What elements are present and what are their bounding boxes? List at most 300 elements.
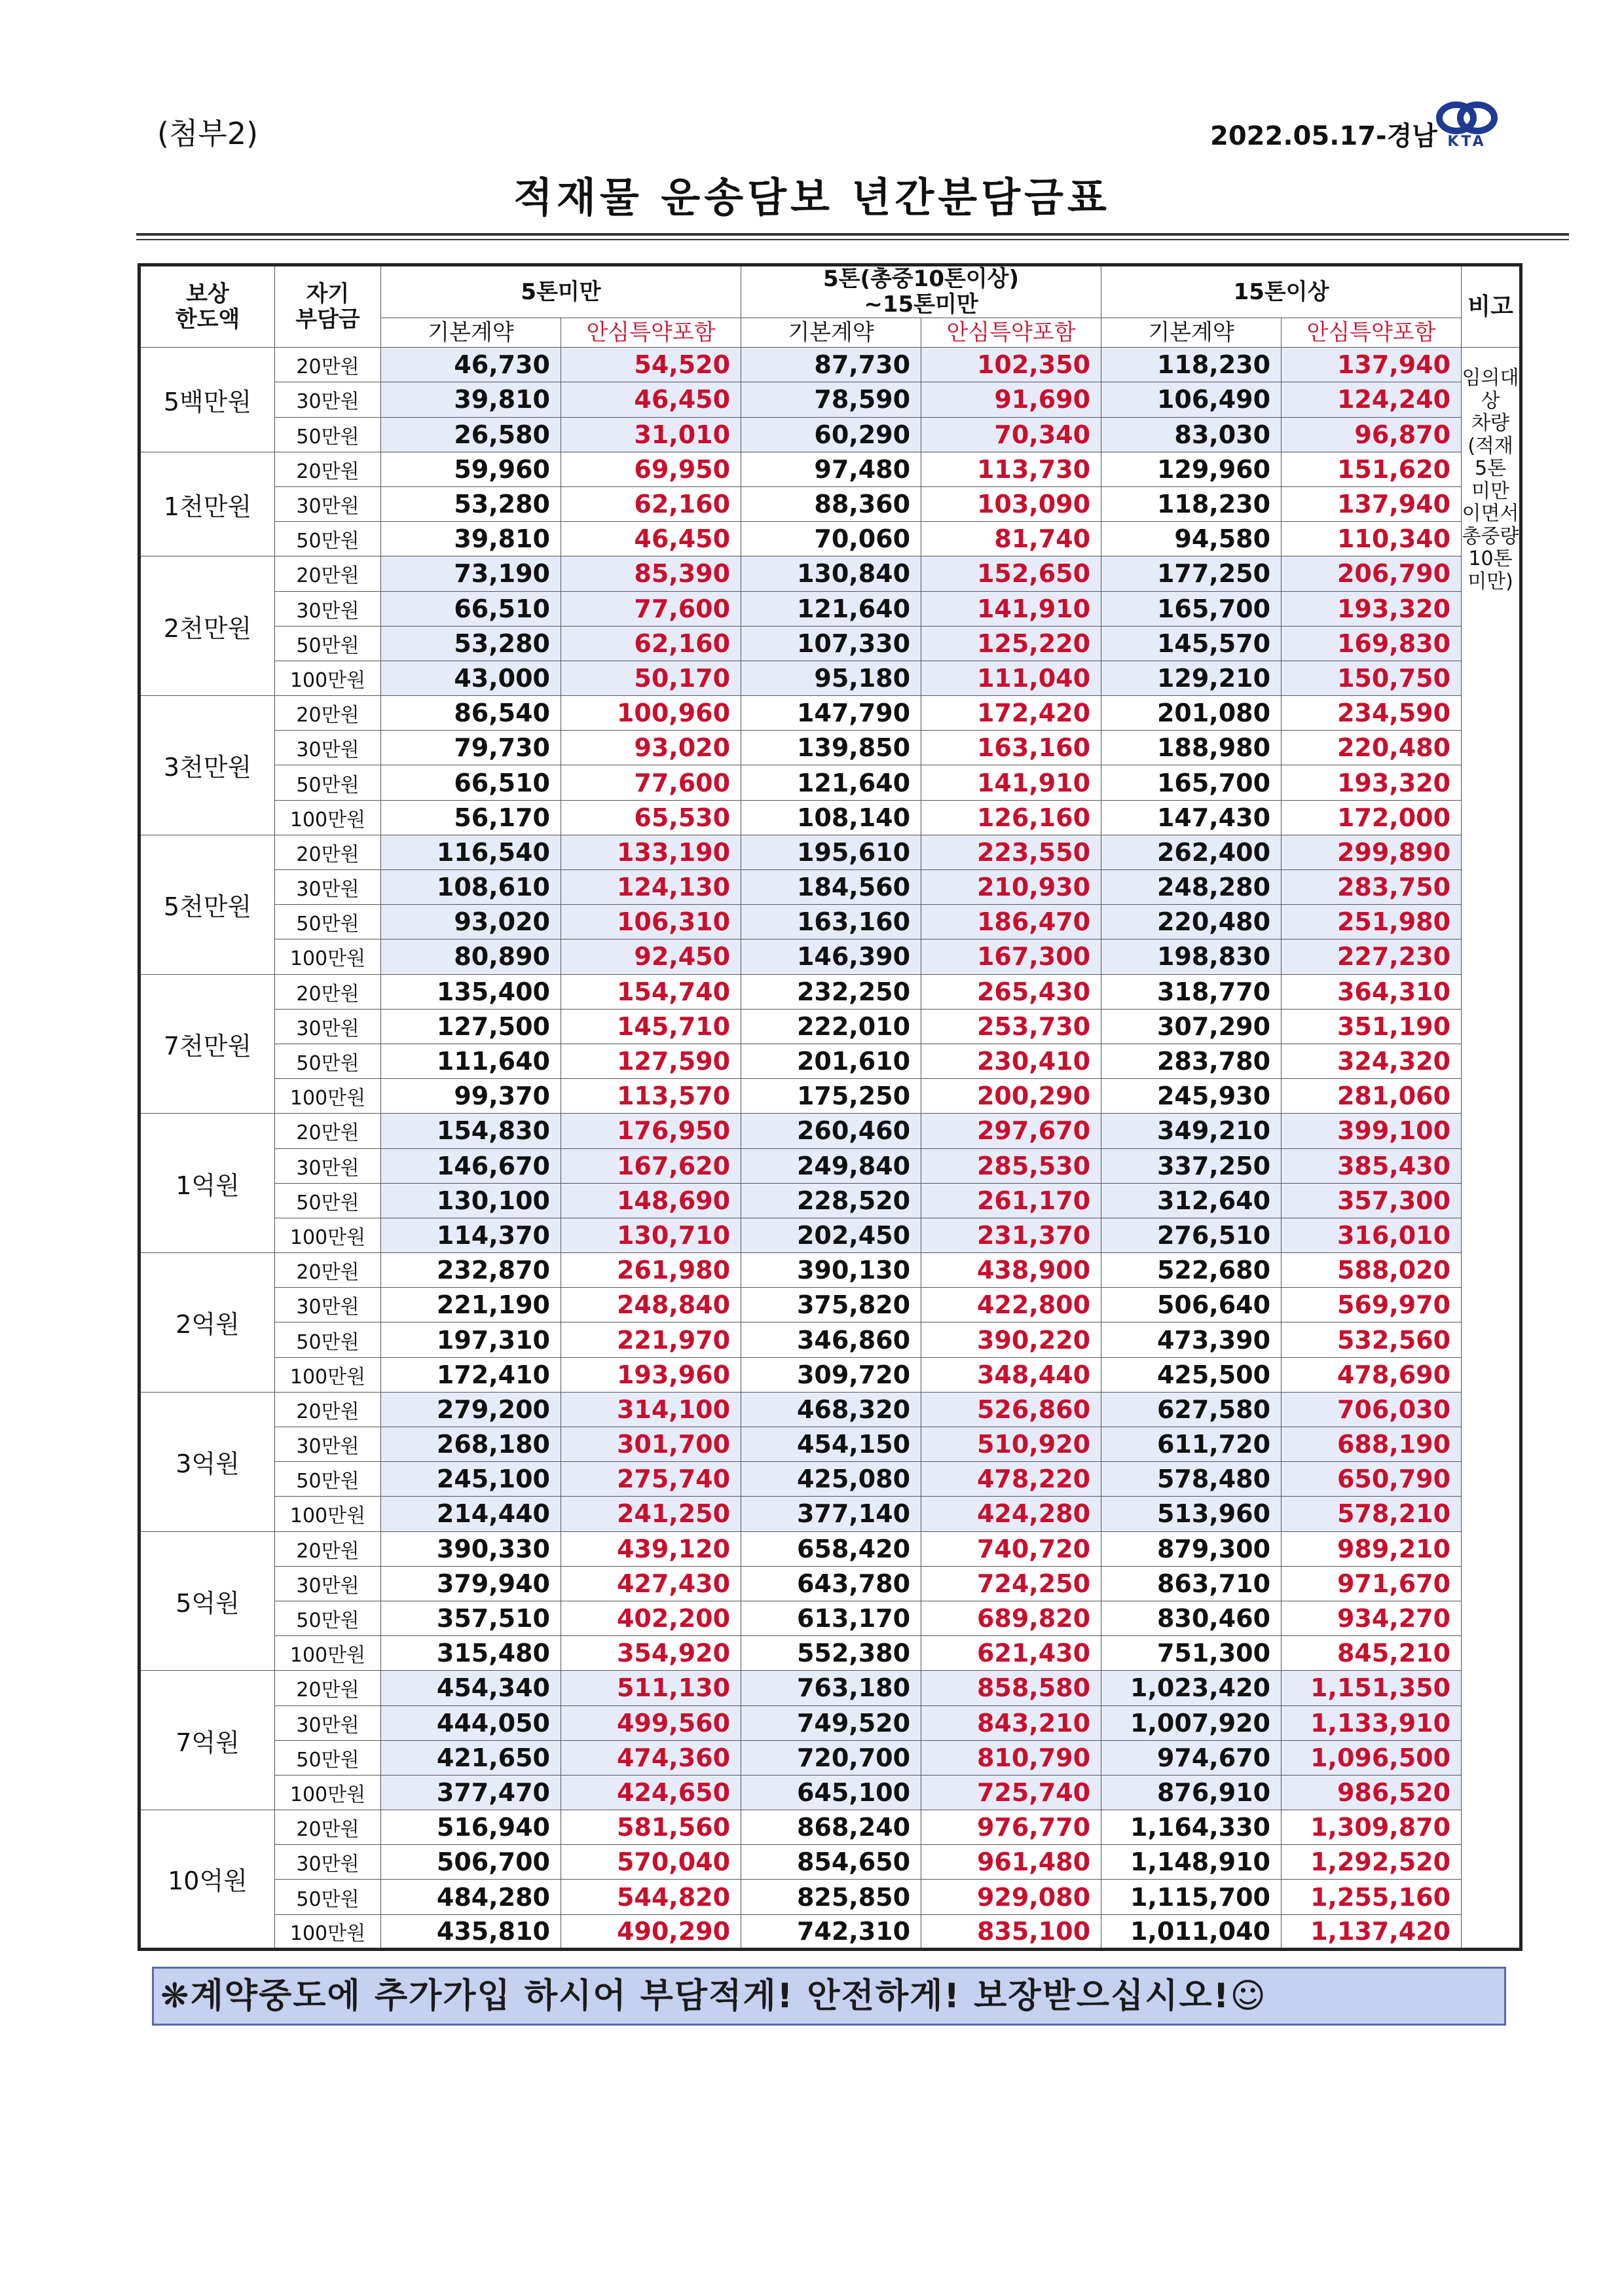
premium-special-cell: 176,950 — [561, 1114, 741, 1148]
premium-basic-cell: 268,180 — [381, 1427, 561, 1462]
premium-basic-cell: 1,148,910 — [1101, 1845, 1282, 1880]
premium-basic-cell: 139,850 — [741, 731, 921, 765]
premium-basic-cell: 879,300 — [1101, 1531, 1282, 1566]
premium-basic-cell: 484,280 — [381, 1880, 561, 1914]
premium-basic-cell: 245,100 — [381, 1462, 561, 1497]
premium-special-cell: 314,100 — [561, 1392, 741, 1427]
premium-basic-cell: 613,170 — [741, 1601, 921, 1635]
premium-basic-cell: 349,210 — [1101, 1114, 1282, 1148]
premium-basic-cell: 379,940 — [381, 1566, 561, 1601]
premium-basic-cell: 95,180 — [741, 661, 921, 695]
deductible-cell: 100만원 — [275, 1636, 381, 1671]
premium-special-cell: 581,560 — [561, 1810, 741, 1845]
premium-basic-cell: 53,280 — [381, 626, 561, 661]
premium-basic-cell: 522,680 — [1101, 1253, 1282, 1288]
premium-basic-cell: 111,640 — [381, 1044, 561, 1078]
premium-special-cell: 621,430 — [921, 1636, 1101, 1671]
deductible-cell: 20만원 — [275, 452, 381, 486]
premium-basic-cell: 279,200 — [381, 1392, 561, 1427]
premium-basic-cell: 830,460 — [1101, 1601, 1282, 1635]
premium-basic-cell: 643,780 — [741, 1566, 921, 1601]
premium-basic-cell: 506,700 — [381, 1845, 561, 1880]
premium-special-cell: 297,670 — [921, 1114, 1101, 1148]
premium-basic-cell: 60,290 — [741, 417, 921, 452]
premium-special-cell: 478,220 — [921, 1462, 1101, 1497]
coverage-limit-cell: 5천만원 — [139, 835, 275, 974]
premium-basic-cell: 88,360 — [741, 486, 921, 521]
premium-special-cell: 227,230 — [1282, 939, 1462, 974]
table-row — [139, 382, 1521, 417]
premium-special-cell: 810,790 — [921, 1740, 1101, 1775]
premium-special-cell: 231,370 — [921, 1218, 1101, 1252]
premium-basic-cell: 66,510 — [381, 591, 561, 626]
premium-special-cell: 110,340 — [1282, 522, 1462, 556]
table-row — [139, 1601, 1521, 1635]
premium-special-cell: 474,360 — [561, 1740, 741, 1775]
deductible-cell: 30만원 — [275, 486, 381, 521]
header-group-over-15t-text: 15톤이상 — [1233, 278, 1329, 305]
table-row — [139, 486, 1521, 521]
premium-special-cell: 77,600 — [561, 591, 741, 626]
deductible-cell: 50만원 — [275, 417, 381, 452]
kta-logo-text: KTA — [1447, 134, 1486, 150]
premium-basic-cell: 751,300 — [1101, 1636, 1282, 1671]
coverage-limit-cell: 2억원 — [139, 1253, 275, 1393]
deductible-cell: 20만원 — [275, 1114, 381, 1148]
premium-special-cell: 54,520 — [561, 348, 741, 382]
premium-special-cell: 438,900 — [921, 1253, 1101, 1288]
premium-special-cell: 163,160 — [921, 731, 1101, 765]
deductible-cell: 100만원 — [275, 939, 381, 974]
premium-special-cell: 324,320 — [1282, 1044, 1462, 1078]
premium-special-cell: 77,600 — [561, 765, 741, 800]
premium-basic-cell: 863,710 — [1101, 1566, 1282, 1601]
table-row — [139, 522, 1521, 556]
table-row — [139, 1880, 1521, 1914]
deductible-cell: 20만원 — [275, 1810, 381, 1845]
coverage-limit-cell: 7억원 — [139, 1671, 275, 1810]
premium-special-cell: 399,100 — [1282, 1114, 1462, 1148]
premium-special-cell: 588,020 — [1282, 1253, 1462, 1288]
premium-basic-cell: 106,490 — [1101, 382, 1282, 417]
premium-basic-cell: 108,610 — [381, 870, 561, 905]
premium-special-cell: 845,210 — [1282, 1636, 1462, 1671]
premium-special-cell: 478,690 — [1282, 1357, 1462, 1392]
premium-basic-cell: 974,670 — [1101, 1740, 1282, 1775]
premium-basic-cell: 114,370 — [381, 1218, 561, 1252]
premium-special-cell: 124,130 — [561, 870, 741, 905]
premium-special-cell: 113,570 — [561, 1079, 741, 1114]
page-title: 적재물 운송담보 년간분담금표 — [513, 173, 1111, 221]
note-cell — [1462, 348, 1521, 1950]
premium-special-cell: 124,240 — [1282, 382, 1462, 417]
premium-basic-cell: 79,730 — [381, 731, 561, 765]
premium-special-cell: 167,300 — [921, 939, 1101, 974]
premium-special-cell: 510,920 — [921, 1427, 1101, 1462]
premium-special-cell: 125,220 — [921, 626, 1101, 661]
premium-basic-cell: 130,100 — [381, 1183, 561, 1218]
premium-basic-cell: 248,280 — [1101, 870, 1282, 905]
premium-special-cell: 1,292,520 — [1282, 1845, 1462, 1880]
premium-basic-cell: 578,480 — [1101, 1462, 1282, 1497]
table-row — [139, 1427, 1521, 1462]
table-row — [139, 1044, 1521, 1078]
premium-special-cell: 725,740 — [921, 1775, 1101, 1810]
table-row — [139, 1392, 1521, 1427]
premium-basic-cell: 506,640 — [1101, 1288, 1282, 1322]
premium-special-cell: 234,590 — [1282, 696, 1462, 731]
premium-special-cell: 971,670 — [1282, 1566, 1462, 1601]
premium-basic-cell: 249,840 — [741, 1148, 921, 1183]
premium-basic-cell: 318,770 — [1101, 974, 1282, 1009]
premium-special-cell: 706,030 — [1282, 1392, 1462, 1427]
premium-special-cell: 357,300 — [1282, 1183, 1462, 1218]
premium-special-cell: 532,560 — [1282, 1322, 1462, 1357]
premium-special-cell: 858,580 — [921, 1671, 1101, 1705]
deductible-cell: 50만원 — [275, 626, 381, 661]
premium-basic-cell: 116,540 — [381, 835, 561, 869]
premium-basic-cell: 1,115,700 — [1101, 1880, 1282, 1914]
deductible-cell: 30만원 — [275, 1009, 381, 1044]
premium-special-cell: 499,560 — [561, 1705, 741, 1740]
table-row — [139, 591, 1521, 626]
premium-special-cell: 251,980 — [1282, 905, 1462, 939]
premium-basic-cell: 444,050 — [381, 1705, 561, 1740]
deductible-cell: 100만원 — [275, 800, 381, 835]
premium-basic-cell: 228,520 — [741, 1183, 921, 1218]
premium-special-cell: 261,170 — [921, 1183, 1101, 1218]
premium-basic-cell: 39,810 — [381, 382, 561, 417]
premium-special-cell: 724,250 — [921, 1566, 1101, 1601]
deductible-cell: 20만원 — [275, 696, 381, 731]
premium-basic-cell: 1,023,420 — [1101, 1671, 1282, 1705]
document-date: 2022.05.17-경남 — [1210, 121, 1437, 151]
header-group-under-5t-text: 5톤미만 — [521, 278, 601, 305]
premium-basic-cell: 245,930 — [1101, 1079, 1282, 1114]
premium-basic-cell: 1,007,920 — [1101, 1705, 1282, 1740]
premium-basic-cell: 375,820 — [741, 1288, 921, 1322]
premium-special-cell: 265,430 — [921, 974, 1101, 1009]
premium-special-cell: 137,940 — [1282, 348, 1462, 382]
premium-basic-cell: 107,330 — [741, 626, 921, 661]
premium-special-cell: 354,920 — [561, 1636, 741, 1671]
premium-basic-cell: 184,560 — [741, 870, 921, 905]
coverage-limit-cell: 3천만원 — [139, 696, 275, 835]
premium-basic-cell: 147,790 — [741, 696, 921, 731]
premium-special-cell: 364,310 — [1282, 974, 1462, 1009]
deductible-cell: 50만원 — [275, 1183, 381, 1218]
deductible-cell: 20만원 — [275, 556, 381, 591]
premium-basic-cell: 742,310 — [741, 1914, 921, 1949]
premium-special-cell: 46,450 — [561, 522, 741, 556]
deductible-cell: 20만원 — [275, 348, 381, 382]
coverage-limit-cell: 3억원 — [139, 1392, 275, 1531]
subheader-basic: 기본계약 — [381, 318, 561, 348]
deductible-cell: 30만원 — [275, 591, 381, 626]
deductible-cell: 100만원 — [275, 1079, 381, 1114]
premium-special-cell: 137,940 — [1282, 486, 1462, 521]
premium-special-cell: 130,710 — [561, 1218, 741, 1252]
deductible-cell: 50만원 — [275, 1740, 381, 1775]
premium-basic-cell: 825,850 — [741, 1880, 921, 1914]
premium-special-cell: 167,620 — [561, 1148, 741, 1183]
table-row — [139, 1566, 1521, 1601]
table-row — [139, 696, 1521, 731]
title-rule-thin — [136, 239, 1569, 240]
premium-basic-cell: 221,190 — [381, 1288, 561, 1322]
premium-special-cell: 210,930 — [921, 870, 1101, 905]
premium-basic-cell: 93,020 — [381, 905, 561, 939]
premium-special-cell: 285,530 — [921, 1148, 1101, 1183]
deductible-cell: 50만원 — [275, 765, 381, 800]
premium-special-cell: 62,160 — [561, 486, 741, 521]
header-group-under-5t — [381, 265, 741, 318]
deductible-cell: 20만원 — [275, 974, 381, 1009]
premium-basic-cell: 868,240 — [741, 1810, 921, 1845]
table-row — [139, 1705, 1521, 1740]
table-row — [139, 1218, 1521, 1252]
premium-special-cell: 127,590 — [561, 1044, 741, 1078]
premium-special-cell: 96,870 — [1282, 417, 1462, 452]
premium-basic-cell: 94,580 — [1101, 522, 1282, 556]
premium-basic-cell: 611,720 — [1101, 1427, 1282, 1462]
premium-special-cell: 439,120 — [561, 1531, 741, 1566]
coverage-limit-cell: 7천만원 — [139, 974, 275, 1114]
premium-basic-cell: 513,960 — [1101, 1497, 1282, 1531]
deductible-cell: 50만원 — [275, 905, 381, 939]
premium-basic-cell: 377,140 — [741, 1497, 921, 1531]
premium-basic-cell: 425,500 — [1101, 1357, 1282, 1392]
premium-basic-cell: 201,080 — [1101, 696, 1282, 731]
premium-special-cell: 511,130 — [561, 1671, 741, 1705]
premium-basic-cell: 46,730 — [381, 348, 561, 382]
premium-special-cell: 316,010 — [1282, 1218, 1462, 1252]
deductible-cell: 30만원 — [275, 382, 381, 417]
premium-special-cell: 835,100 — [921, 1914, 1101, 1949]
premium-basic-cell: 135,400 — [381, 974, 561, 1009]
coverage-limit-cell: 1억원 — [139, 1114, 275, 1253]
table-row — [139, 1845, 1521, 1880]
premium-basic-cell: 854,650 — [741, 1845, 921, 1880]
premium-special-cell: 200,290 — [921, 1079, 1101, 1114]
premium-special-cell: 193,960 — [561, 1357, 741, 1392]
table-row — [139, 1079, 1521, 1114]
table-row — [139, 1183, 1521, 1218]
deductible-cell: 30만원 — [275, 1427, 381, 1462]
premium-basic-cell: 197,310 — [381, 1322, 561, 1357]
premium-basic-cell: 357,510 — [381, 1601, 561, 1635]
premium-basic-cell: 468,320 — [741, 1392, 921, 1427]
premium-special-cell: 186,470 — [921, 905, 1101, 939]
subheader-basic: 기본계약 — [741, 318, 921, 348]
premium-special-cell: 70,340 — [921, 417, 1101, 452]
premium-special-cell: 111,040 — [921, 661, 1101, 695]
premium-basic-cell: 129,210 — [1101, 661, 1282, 695]
table-row — [139, 1740, 1521, 1775]
premium-special-cell: 385,430 — [1282, 1148, 1462, 1183]
deductible-cell: 30만원 — [275, 731, 381, 765]
premium-basic-cell: 454,150 — [741, 1427, 921, 1462]
premium-special-cell: 301,700 — [561, 1427, 741, 1462]
premium-special-cell: 934,270 — [1282, 1601, 1462, 1635]
premium-special-cell: 843,210 — [921, 1705, 1101, 1740]
premium-special-cell: 283,750 — [1282, 870, 1462, 905]
premium-basic-cell: 87,730 — [741, 348, 921, 382]
premium-basic-cell: 214,440 — [381, 1497, 561, 1531]
premium-special-cell: 172,420 — [921, 696, 1101, 731]
coverage-limit-cell: 5백만원 — [139, 348, 275, 452]
premium-special-cell: 154,740 — [561, 974, 741, 1009]
premium-basic-cell: 73,190 — [381, 556, 561, 591]
premium-special-cell: 422,800 — [921, 1288, 1101, 1322]
deductible-cell: 50만원 — [275, 1044, 381, 1078]
premium-basic-cell: 26,580 — [381, 417, 561, 452]
premium-special-cell: 1,137,420 — [1282, 1914, 1462, 1949]
deductible-cell: 50만원 — [275, 522, 381, 556]
premium-basic-cell: 59,960 — [381, 452, 561, 486]
premium-special-cell: 150,750 — [1282, 661, 1462, 695]
table-row — [139, 1009, 1521, 1044]
premium-special-cell: 106,310 — [561, 905, 741, 939]
premium-basic-cell: 763,180 — [741, 1671, 921, 1705]
table-row — [139, 835, 1521, 869]
title-rule — [136, 233, 1569, 236]
promo-banner: ❋계약중도에 추가가입 하시어 부담적게! 안전하게! 보장받으십시오!☺ — [152, 1967, 1506, 2026]
premium-special-cell: 390,220 — [921, 1322, 1101, 1357]
coverage-limit-cell: 5억원 — [139, 1531, 275, 1671]
premium-basic-cell: 627,580 — [1101, 1392, 1282, 1427]
premium-basic-cell: 346,860 — [741, 1322, 921, 1357]
table-row — [139, 765, 1521, 800]
deductible-cell: 20만원 — [275, 1671, 381, 1705]
table-row — [139, 626, 1521, 661]
premium-special-cell: 261,980 — [561, 1253, 741, 1288]
premium-special-cell: 1,309,870 — [1282, 1810, 1462, 1845]
note-text: 임의대상 차량 (적재5톤 미만 이면서 총중량 10톤미만) — [1462, 367, 1519, 593]
premium-basic-cell: 127,500 — [381, 1009, 561, 1044]
premium-basic-cell: 421,650 — [381, 1740, 561, 1775]
premium-special-cell: 91,690 — [921, 382, 1101, 417]
premium-special-cell: 220,480 — [1282, 731, 1462, 765]
premium-special-cell: 93,020 — [561, 731, 741, 765]
deductible-cell: 50만원 — [275, 1322, 381, 1357]
premium-basic-cell: 876,910 — [1101, 1775, 1282, 1810]
premium-special-cell: 46,450 — [561, 382, 741, 417]
premium-special-cell: 544,820 — [561, 1880, 741, 1914]
premium-special-cell: 31,010 — [561, 417, 741, 452]
deductible-cell: 30만원 — [275, 1845, 381, 1880]
premium-basic-cell: 121,640 — [741, 591, 921, 626]
premium-basic-cell: 552,380 — [741, 1636, 921, 1671]
table-row — [139, 1288, 1521, 1322]
table-row — [139, 1462, 1521, 1497]
deductible-cell: 50만원 — [275, 1880, 381, 1914]
premium-special-cell: 145,710 — [561, 1009, 741, 1044]
premium-special-cell: 1,133,910 — [1282, 1705, 1462, 1740]
table-row — [139, 1671, 1521, 1705]
premium-special-cell: 230,410 — [921, 1044, 1101, 1078]
table-row — [139, 348, 1521, 382]
table-row — [139, 1497, 1521, 1531]
coverage-limit-cell: 1천만원 — [139, 452, 275, 556]
premium-basic-cell: 232,870 — [381, 1253, 561, 1288]
header-deductible-text: 자기 부담금 — [295, 280, 360, 333]
premium-basic-cell: 260,460 — [741, 1114, 921, 1148]
premium-special-cell: 50,170 — [561, 661, 741, 695]
premium-special-cell: 103,090 — [921, 486, 1101, 521]
table-row — [139, 800, 1521, 835]
header-deductible — [275, 265, 381, 348]
premium-special-cell: 351,190 — [1282, 1009, 1462, 1044]
premium-basic-cell: 195,610 — [741, 835, 921, 869]
premium-basic-cell: 188,980 — [1101, 731, 1282, 765]
deductible-cell: 30만원 — [275, 1566, 381, 1601]
premium-basic-cell: 232,250 — [741, 974, 921, 1009]
deductible-cell: 100만원 — [275, 1497, 381, 1531]
premium-special-cell: 570,040 — [561, 1845, 741, 1880]
premium-basic-cell: 749,520 — [741, 1705, 921, 1740]
premium-basic-cell: 377,470 — [381, 1775, 561, 1810]
table-row — [139, 452, 1521, 486]
subheader-special: 안심특약포함 — [1282, 318, 1462, 348]
premium-basic-cell: 222,010 — [741, 1009, 921, 1044]
premium-special-cell: 688,190 — [1282, 1427, 1462, 1462]
deductible-cell: 100만원 — [275, 1914, 381, 1949]
premium-special-cell: 281,060 — [1282, 1079, 1462, 1114]
premium-basic-cell: 154,830 — [381, 1114, 561, 1148]
premium-basic-cell: 390,130 — [741, 1253, 921, 1288]
premium-special-cell: 986,520 — [1282, 1775, 1462, 1810]
premium-special-cell: 1,151,350 — [1282, 1671, 1462, 1705]
table-row — [139, 1810, 1521, 1845]
table-row — [139, 1253, 1521, 1288]
premium-basic-cell: 145,570 — [1101, 626, 1282, 661]
premium-special-cell: 569,970 — [1282, 1288, 1462, 1322]
premium-basic-cell: 163,160 — [741, 905, 921, 939]
premium-basic-cell: 56,170 — [381, 800, 561, 835]
premium-special-cell: 223,550 — [921, 835, 1101, 869]
premium-basic-cell: 201,610 — [741, 1044, 921, 1078]
premium-special-cell: 102,350 — [921, 348, 1101, 382]
premium-basic-cell: 390,330 — [381, 1531, 561, 1566]
premium-basic-cell: 130,840 — [741, 556, 921, 591]
premium-basic-cell: 276,510 — [1101, 1218, 1282, 1252]
table-row — [139, 1148, 1521, 1183]
premium-basic-cell: 118,230 — [1101, 486, 1282, 521]
premium-special-cell: 65,530 — [561, 800, 741, 835]
header-group-5t-15t-text: 5톤(총중10톤이상) ~15톤미만 — [822, 266, 1020, 318]
premium-special-cell: 81,740 — [921, 522, 1101, 556]
table-row — [139, 1114, 1521, 1148]
premium-special-cell: 62,160 — [561, 626, 741, 661]
premium-special-cell: 424,650 — [561, 1775, 741, 1810]
premium-special-cell: 148,690 — [561, 1183, 741, 1218]
table-row — [139, 1531, 1521, 1566]
premium-basic-cell: 1,164,330 — [1101, 1810, 1282, 1845]
premium-basic-cell: 78,590 — [741, 382, 921, 417]
table-row — [139, 1357, 1521, 1392]
premium-special-cell: 402,200 — [561, 1601, 741, 1635]
premium-basic-cell: 309,720 — [741, 1357, 921, 1392]
premium-basic-cell: 645,100 — [741, 1775, 921, 1810]
premium-special-cell: 193,320 — [1282, 591, 1462, 626]
premium-special-cell: 169,830 — [1282, 626, 1462, 661]
premium-basic-cell: 86,540 — [381, 696, 561, 731]
premium-basic-cell: 108,140 — [741, 800, 921, 835]
premium-basic-cell: 312,640 — [1101, 1183, 1282, 1218]
deductible-cell: 50만원 — [275, 1601, 381, 1635]
table-row — [139, 974, 1521, 1009]
